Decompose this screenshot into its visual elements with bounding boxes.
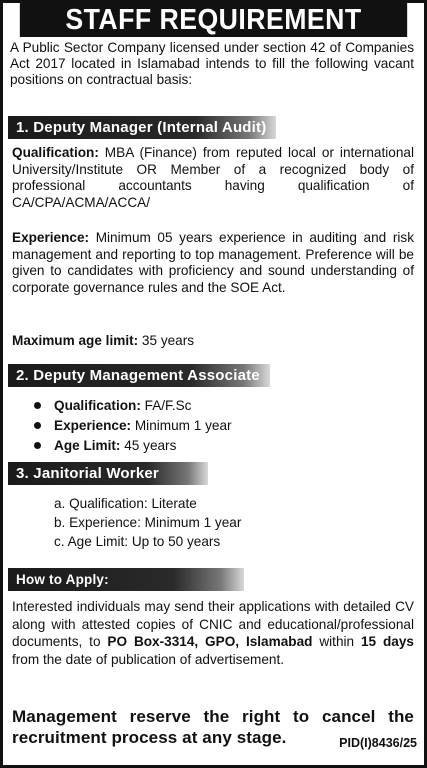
deputy-manager-experience	[12, 230, 414, 296]
list-item: c. Age Limit: Up to 50 years	[54, 534, 221, 549]
deputy-manager-age-limit	[12, 333, 414, 350]
section-heading-deputy-manager: 1. Deputy Manager (Internal Audit)	[8, 116, 276, 139]
list-item	[32, 436, 332, 456]
age-limit-text: 35 years	[138, 333, 195, 348]
reserve-notice: Management reserve the right to cancel the recruitment process at any stage.	[12, 707, 414, 747]
list-item	[32, 396, 332, 416]
page-title: STAFF REQUIREMENT	[20, 3, 407, 37]
section-heading-deputy-management-associate: 2. Deputy Management Associate	[8, 364, 270, 387]
intro-paragraph: A Public Sector Company licensed under section 42 of Companies Act 2017 located in Islamabad intends to fill the following vacant positions on contractual basis:	[10, 40, 414, 87]
deadline: 15 days	[360, 634, 414, 649]
item-value: 45 years	[120, 438, 177, 453]
list-item	[32, 416, 332, 436]
apply-text-1: Interested individuals may send their applications with detailed CV along with attested copies of CNIC and educational/professional documents, to	[12, 599, 414, 649]
list-item: b. Experience: Minimum 1 year	[54, 515, 242, 530]
item-label: Qualification:	[54, 398, 141, 413]
experience-text: Minimum 05 years experience in auditing and risk management and reporting to top management. Preference will be given to candidates with proficiency and sound understanding of corporate governance rules and the SOE Act.	[12, 230, 414, 295]
age-limit-label: Maximum age limit:	[12, 333, 139, 348]
apply-text-3: from the date of publication of advertisement.	[12, 651, 285, 667]
item-value: FA/F.Sc	[140, 398, 192, 413]
item-label: Experience:	[54, 418, 132, 433]
section-heading-janitorial-worker: 3. Janitorial Worker	[8, 462, 208, 485]
qualification-text: MBA (Finance) from reputed local or international University/Institute OR Member of a recognized body of professional accountants having qualification of CA/CPA/ACMA/ACCA/	[12, 145, 414, 210]
qualification-label: Qualification:	[12, 145, 99, 160]
associate-requirements-list	[32, 396, 332, 456]
experience-label: Experience:	[12, 230, 90, 245]
apply-text-2: within	[312, 634, 361, 649]
item-label: Age Limit:	[54, 438, 121, 453]
how-to-apply-paragraph	[12, 598, 414, 668]
po-box-address: PO Box-3314, GPO, Islamabad	[107, 634, 313, 649]
list-item: a. Qualification: Literate	[54, 496, 197, 511]
item-value: Minimum 1 year	[131, 418, 232, 433]
janitorial-requirements-list	[54, 494, 354, 551]
pid-number: PID(I)8436/25	[339, 736, 417, 750]
deputy-manager-qualification	[12, 145, 414, 211]
section-heading-how-to-apply: How to Apply:	[8, 568, 244, 591]
